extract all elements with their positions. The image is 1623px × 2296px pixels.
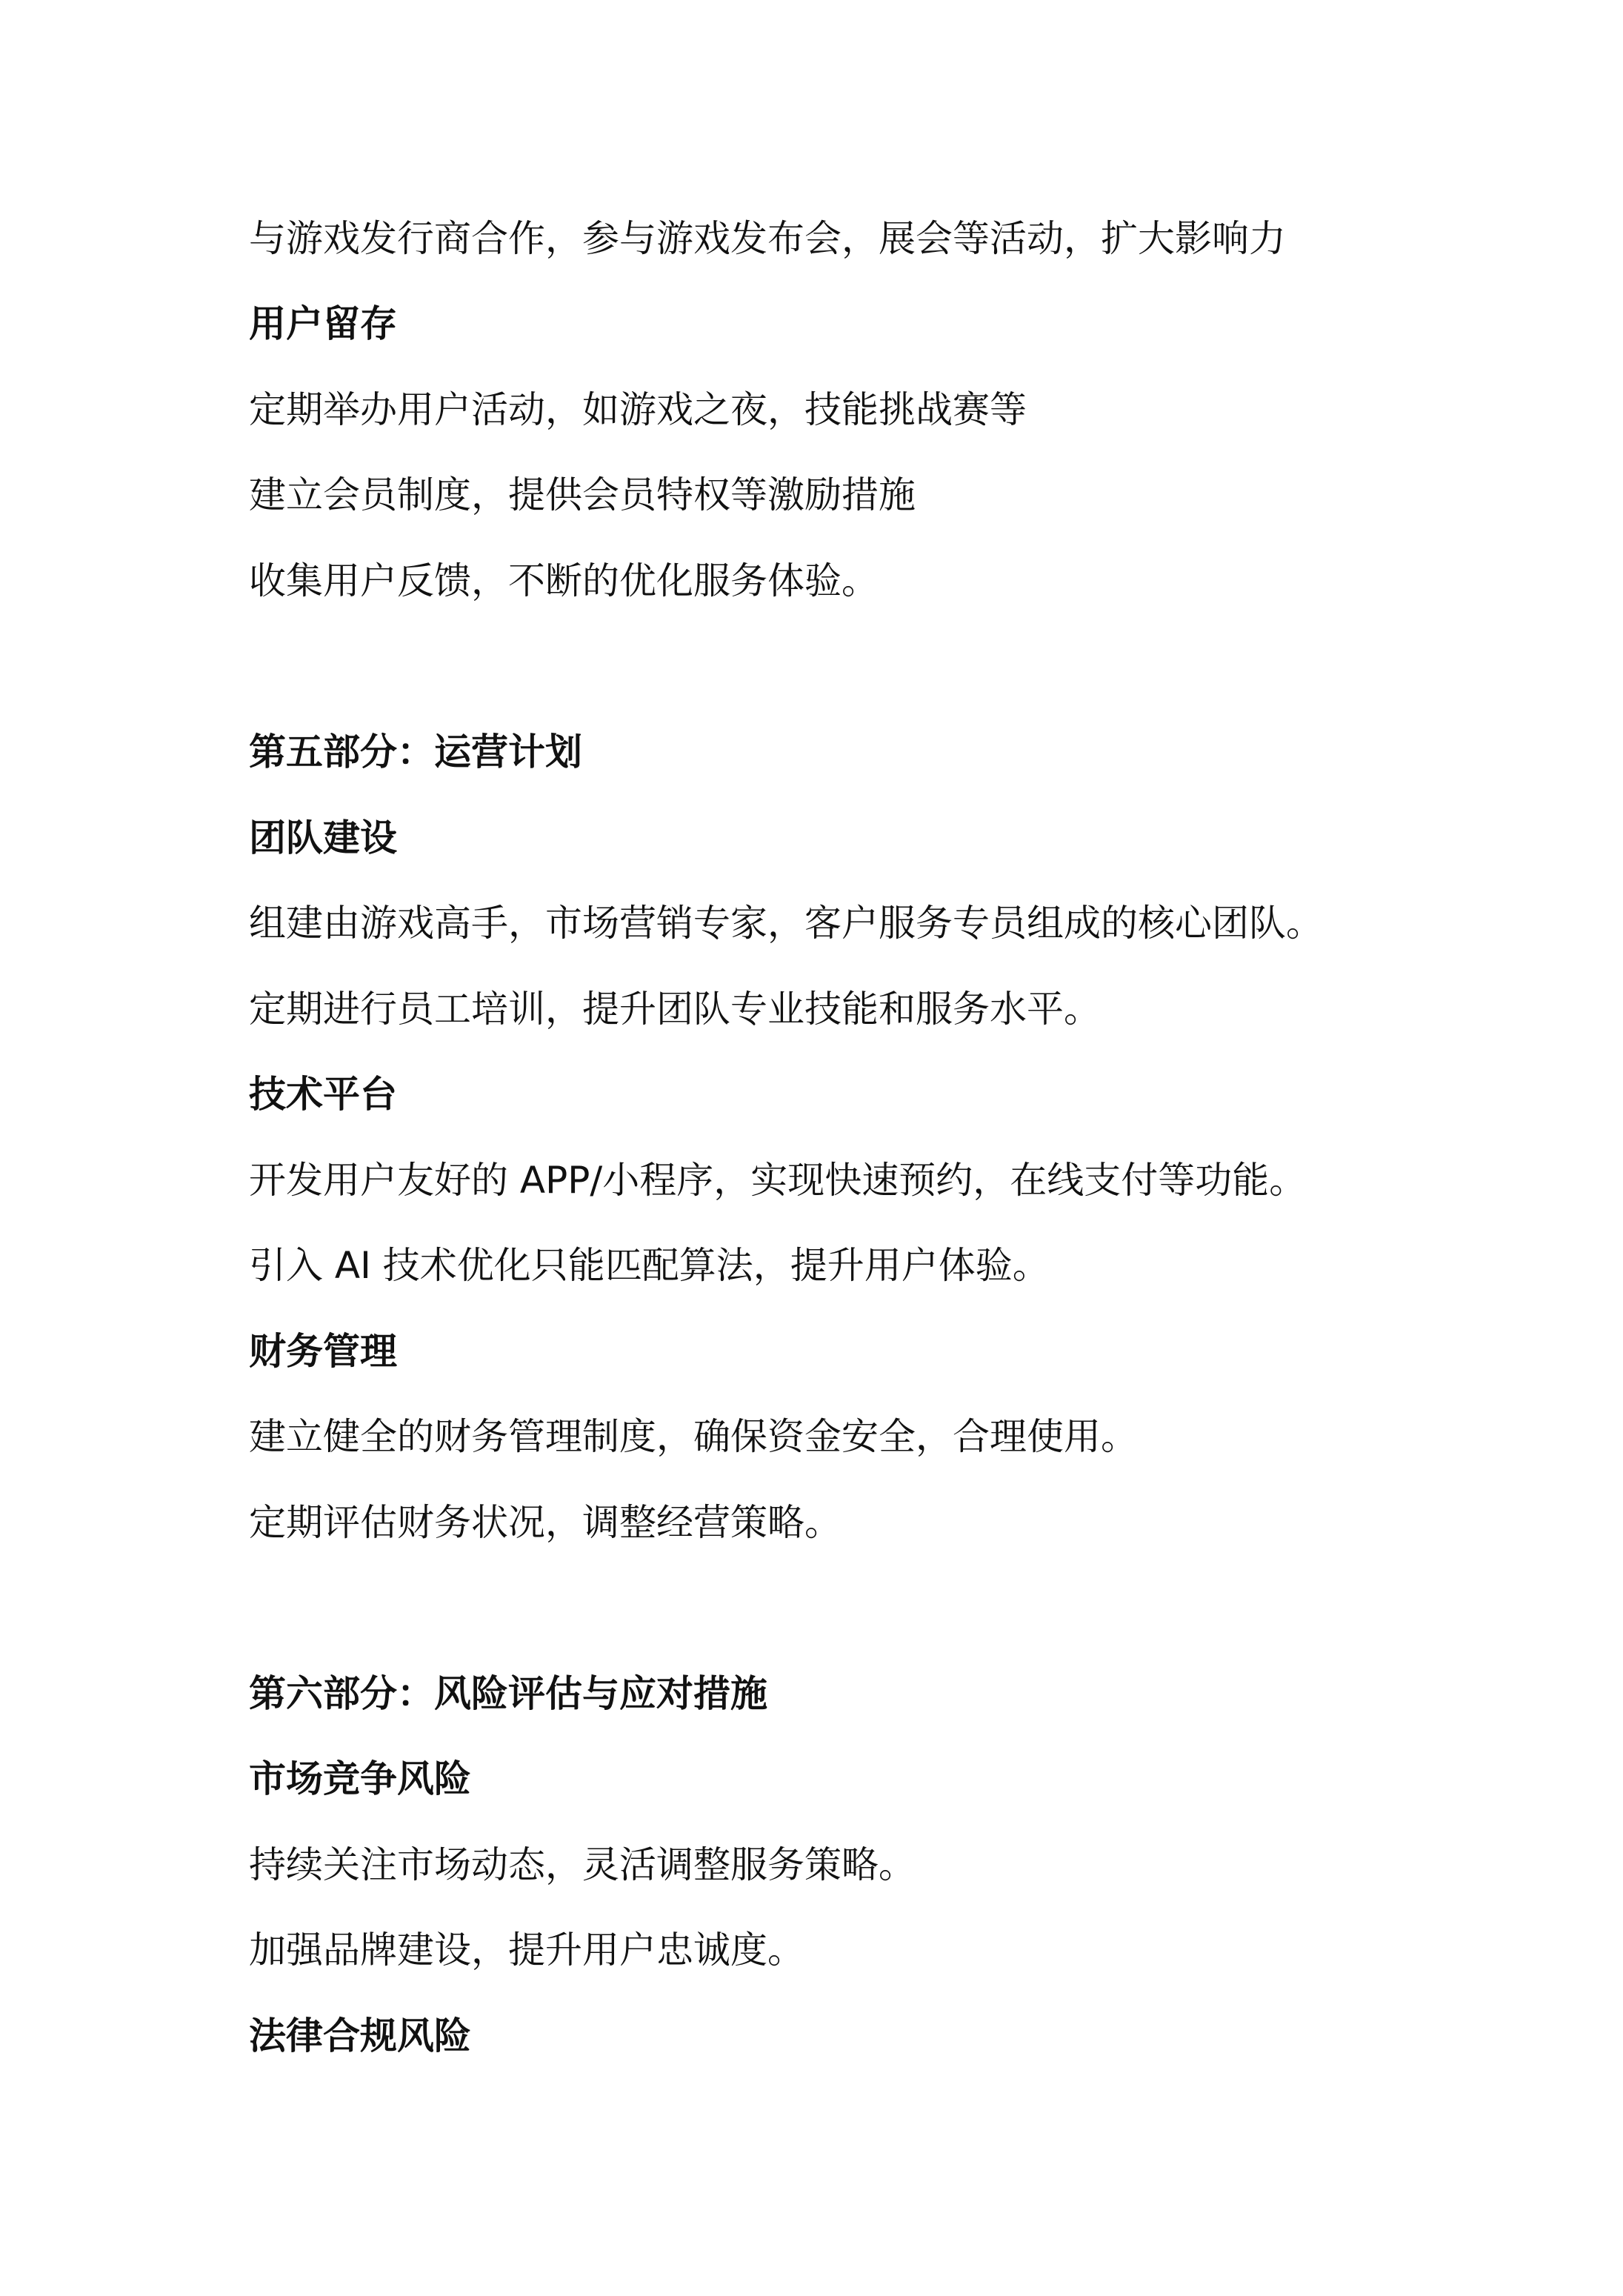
paragraph-membership-system: 建立会员制度，提供会员特权等激励措施 xyxy=(249,473,916,516)
paragraph-staff-training: 定期进行员工培训，提升团队专业技能和服务水平。 xyxy=(249,988,1101,1031)
paragraph-publisher-cooperation: 与游戏发行商合作，参与游戏发布会，展会等活动，扩大影响力 xyxy=(249,217,1286,260)
paragraph-market-monitoring: 持续关注市场动态，灵活调整服务策略。 xyxy=(249,1843,916,1886)
heading-tech-platform: 技术平台 xyxy=(249,1073,397,1116)
paragraph-financial-system: 建立健全的财务管理制度，确保资金安全，合理使用。 xyxy=(249,1415,1138,1458)
section-title-operation-plan: 第五部分：运营计划 xyxy=(249,731,582,773)
heading-financial-management: 财务管理 xyxy=(249,1330,397,1373)
paragraph-core-team: 组建由游戏高手，市场营销专家，客户服务专员组成的核心团队。 xyxy=(249,902,1323,945)
paragraph-brand-building: 加强品牌建设，提升用户忠诚度。 xyxy=(249,1929,804,1971)
paragraph-user-feedback: 收集用户反馈，不断的优化服务体验。 xyxy=(249,559,879,602)
paragraph-app-development: 开发用户友好的 APP/小程序，实现快速预约，在线支付等功能。 xyxy=(249,1159,1307,1202)
heading-market-competition-risk: 市场竞争风险 xyxy=(249,1757,471,1800)
paragraph-user-activities: 定期举办用户活动，如游戏之夜，技能挑战赛等 xyxy=(249,388,1027,431)
section-title-risk-assessment: 第六部分：风险评估与应对措施 xyxy=(249,1672,767,1715)
paragraph-financial-review: 定期评估财务状况，调整经营策略。 xyxy=(249,1501,842,1544)
paragraph-ai-matching: 引入 AI 技术优化只能匹配算法，提升用户体验。 xyxy=(249,1244,1050,1287)
heading-user-retention: 用户留存 xyxy=(249,302,397,345)
heading-team-building: 团队建设 xyxy=(249,816,397,859)
heading-legal-compliance-risk: 法律合规风险 xyxy=(249,2014,471,2057)
